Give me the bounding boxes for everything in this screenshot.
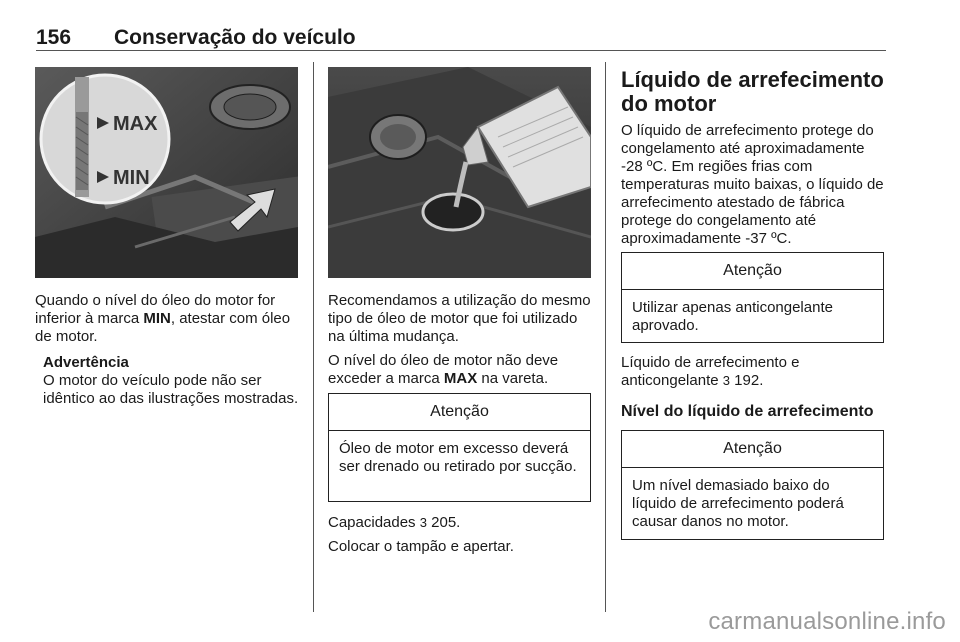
- watermark: carmanualsonline.info: [708, 608, 946, 635]
- recommendation-paragraph: Recomendamos a utilização do mesmo tipo de óleo de motor que foi utilizado na última mudança.: [328, 292, 591, 345]
- max-mark-text: MAX: [443, 370, 478, 387]
- max-mark-label: MAX: [113, 113, 158, 135]
- antifreeze-ref-paragraph: [621, 354, 889, 390]
- column-2: [328, 292, 593, 388]
- page-title: Conservação do veículo: [114, 26, 356, 49]
- oil-bottle-pouring-image: [328, 67, 591, 278]
- antifreeze-page-ref[interactable]: 192.: [734, 372, 764, 389]
- capacities-paragraph: [328, 514, 593, 532]
- max-level-paragraph: [328, 352, 593, 388]
- engine-bay-dipstick-image: [35, 67, 298, 278]
- note-text: O motor do veículo pode não ser idêntico ao das ilustrações mostradas.: [43, 372, 299, 407]
- max-level-text-end: na vareta.: [477, 370, 549, 387]
- coolant-level-subheading: Nível do líquido de arrefecimento: [621, 403, 874, 420]
- page-ref-icon: 3: [419, 515, 427, 530]
- warning-note: [35, 354, 300, 408]
- note-title: Advertência: [43, 354, 129, 371]
- min-mark-label: MIN: [113, 167, 150, 189]
- attention-title: Atenção: [622, 431, 883, 468]
- oil-low-paragraph: [35, 292, 300, 346]
- oil-low-text: Quando o nível do óleo do motor for inferior à marca: [35, 292, 276, 327]
- column-1: [35, 292, 300, 408]
- antifreeze-ref-text: Líquido de arrefecimento e anticongelante: [621, 354, 800, 389]
- close-cap-paragraph: Colocar o tampão e apertar.: [328, 538, 514, 555]
- page-number: 156: [36, 26, 72, 49]
- column-2-bottom: [328, 514, 593, 556]
- oil-low-text-end: , atestar com óleo de motor.: [35, 310, 291, 345]
- attention-box-antifreeze: [621, 252, 884, 343]
- max-level-text: O nível do óleo de motor não deve exceder a marca: [328, 352, 559, 387]
- coolant-paragraph: O líquido de arrefecimento protege do congelamento até aproximadamente -28 ºC. Em regiões frias com temperaturas muito baixas, o líquido de arrefecimento atestado de fábrica protege do congelamento até aproximadamente -37 ºC.: [621, 122, 884, 247]
- attention-title: Atenção: [622, 253, 883, 290]
- coolant-heading: Líquido de arrefecimento do motor: [621, 67, 884, 116]
- column-divider: [605, 62, 606, 612]
- attention-text: Um nível demasiado baixo do líquido de arrefecimento poderá causar danos no motor.: [632, 477, 844, 530]
- attention-box-excess-oil: [328, 393, 591, 502]
- capacities-page-ref[interactable]: 205.: [431, 514, 461, 531]
- oil-filling-illustration: [328, 67, 591, 278]
- attention-box-low-coolant: [621, 430, 884, 540]
- column-divider: [313, 62, 314, 612]
- page-header: [36, 26, 886, 51]
- attention-text: Óleo de motor em excesso deverá ser drenado ou retirado por sucção.: [339, 440, 577, 475]
- attention-title: Atenção: [329, 394, 590, 431]
- capacities-text: Capacidades: [328, 514, 416, 531]
- min-mark-text: MIN: [143, 310, 171, 327]
- attention-text: Utilizar apenas anticongelante aprovado.: [632, 299, 833, 334]
- dipstick-illustration: [35, 67, 298, 278]
- page-ref-icon: 3: [722, 373, 730, 388]
